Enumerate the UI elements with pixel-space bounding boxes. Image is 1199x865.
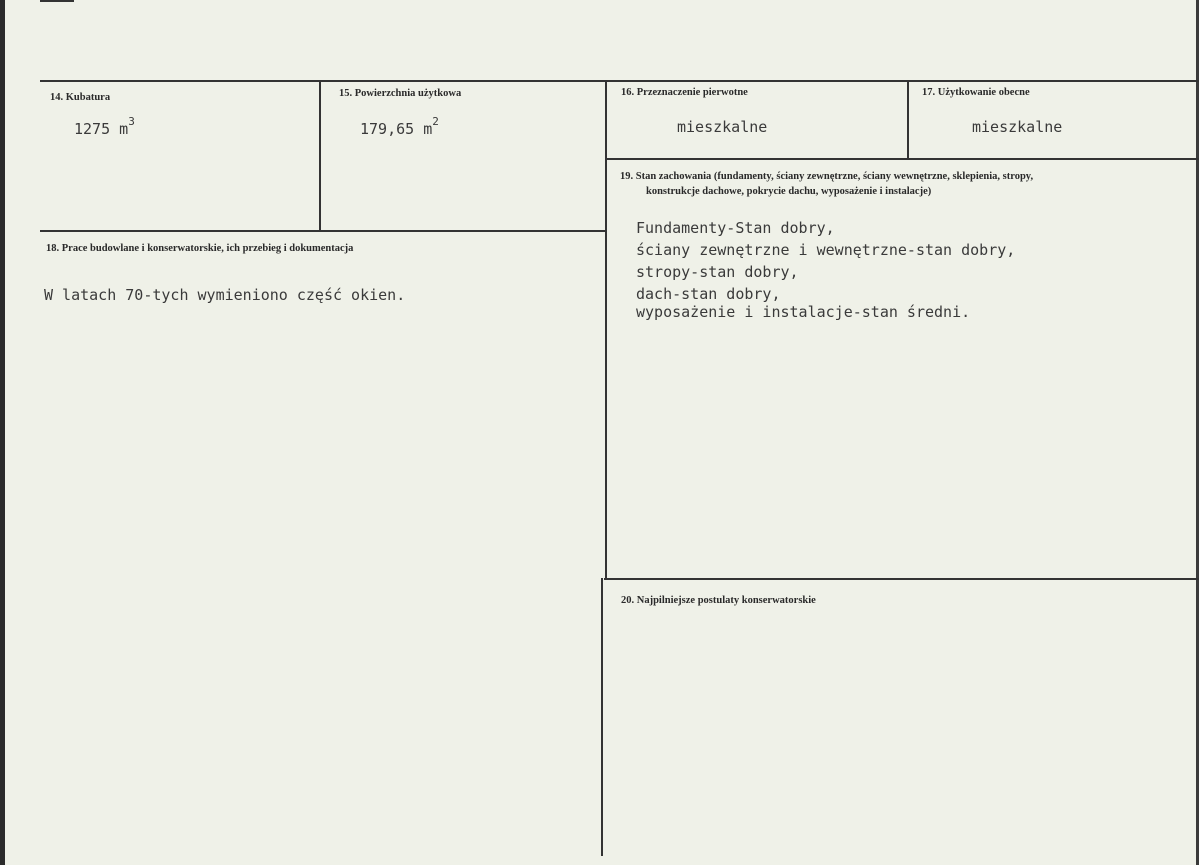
label-stan-zachowania-line1: 19. Stan zachowania (fundamenty, ściany zewnętrzne, ściany wewnętrzne, sklepienia, stropy, [620, 171, 1034, 182]
rule-right-lower [604, 578, 1199, 580]
value-kubatura [74, 115, 135, 140]
label-stan-zachowania-line2: konstrukcje dachowe, pokrycie dachu, wyposażenie i instalacje) [646, 186, 932, 197]
label-kubatura: 14. Kubatura [50, 92, 111, 103]
label-powierzchnia: 15. Powierzchnia użytkowa [339, 88, 462, 99]
value-przeznaczenie: mieszkalne [677, 118, 768, 136]
value-stan-line-5: wyposażenie i instalacje-stan średni. [636, 303, 971, 321]
label-prace: 18. Prace budowlane i konserwatorskie, ich przebieg i dokumentacja [46, 243, 354, 254]
label-uzytkowanie: 17. Użytkowanie obecne [922, 87, 1030, 98]
value-stan-line-3: stropy-stan dobry, [636, 263, 799, 281]
label-przeznaczenie: 16. Przeznaczenie pierwotne [621, 87, 748, 98]
divider-main-lower [601, 578, 603, 856]
rule-right-upper [606, 158, 1199, 160]
value-stan-line-4: dach-stan dobry, [636, 285, 781, 303]
rule-left-mid [40, 230, 606, 232]
divider-14-15 [319, 80, 321, 231]
card-left-edge [0, 0, 5, 865]
label-postulaty: 20. Najpilniejsze postulaty konserwatorskie [621, 595, 816, 606]
top-rule [40, 80, 1199, 82]
value-stan-line-2: ściany zewnętrzne i wewnętrzne-stan dobry, [636, 241, 1016, 259]
value-kubatura-text: 1275 m [74, 120, 129, 138]
top-edge-mark [40, 0, 74, 2]
value-stan-line-1: Fundamenty-Stan dobry, [636, 219, 835, 237]
value-powierzchnia-text: 179,65 m [360, 120, 433, 138]
value-powierzchnia [360, 115, 439, 140]
value-uzytkowanie: mieszkalne [972, 118, 1063, 136]
value-kubatura-exp: 3 [128, 115, 135, 128]
divider-16-17 [907, 80, 909, 159]
value-prace: W latach 70-tych wymieniono część okien. [44, 286, 406, 304]
divider-main [605, 80, 607, 580]
value-powierzchnia-exp: 2 [432, 115, 439, 128]
